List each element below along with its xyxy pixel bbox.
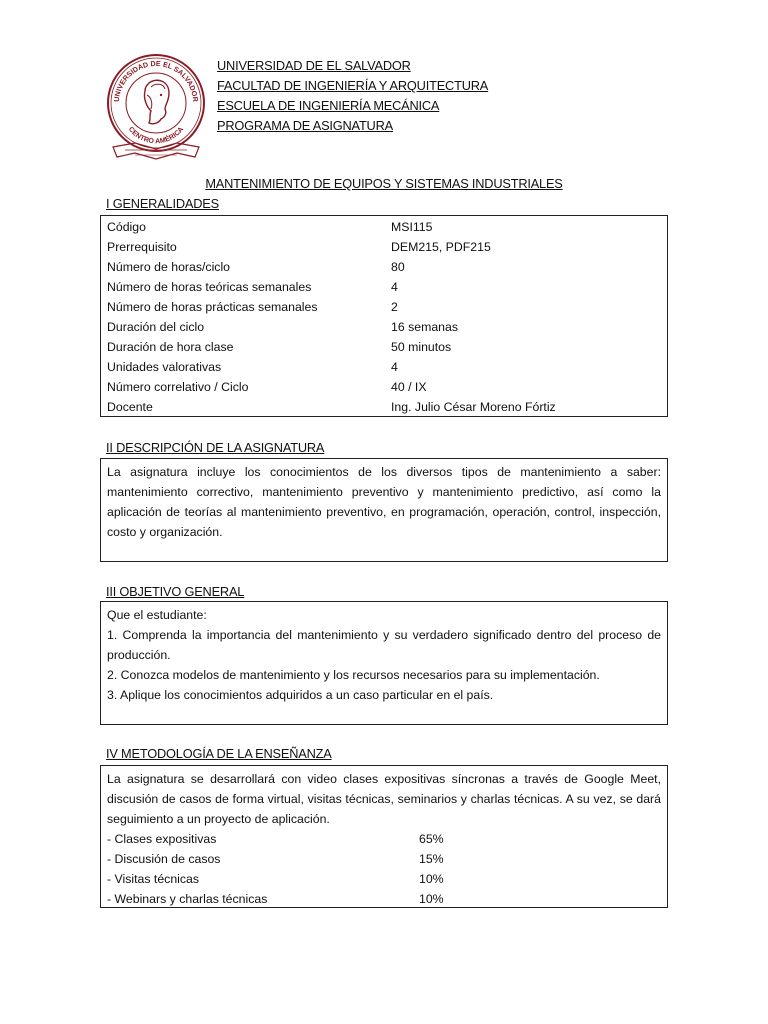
row-value: Ing. Julio César Moreno Fórtiz xyxy=(391,400,556,414)
row-value: 50 minutos xyxy=(391,340,452,354)
objetivo-line: 1. Comprenda la importancia del mantenimiento y su verdadero significado dentro del proceso de producción. xyxy=(107,628,661,662)
method-label: - Clases expositivas xyxy=(107,832,217,846)
row-key: Docente xyxy=(107,400,153,414)
row-key: Código xyxy=(107,220,146,234)
institution-header xyxy=(217,56,488,136)
university-name: UNIVERSIDAD DE EL SALVADOR xyxy=(217,58,411,73)
method-label: - Discusión de casos xyxy=(107,852,221,866)
method-percent: 10% xyxy=(419,872,444,886)
row-key: Duración de hora clase xyxy=(107,340,234,354)
generalidades-table xyxy=(100,215,668,417)
row-key: Prerrequisito xyxy=(107,240,177,254)
metodologia-text: La asignatura se desarrollará con video clases expositivas síncronas a través de Google Meet, discusión de casos de forma virtual, visitas técnicas, seminarios y charlas técnicas. A su vez, se dará seguimiento a un proyecto de aplicación. xyxy=(107,772,661,826)
row-key: Número de horas teóricas semanales xyxy=(107,280,312,294)
university-seal-logo xyxy=(105,47,207,169)
row-key: Unidades valorativas xyxy=(107,360,222,374)
row-value: 4 xyxy=(391,360,398,374)
section-heading-objetivo: III OBJETIVO GENERAL xyxy=(106,584,245,599)
row-key: Número de horas/ciclo xyxy=(107,260,231,274)
descripcion-box xyxy=(100,458,668,562)
method-label: - Webinars y charlas técnicas xyxy=(107,892,268,906)
list-item xyxy=(101,849,667,869)
section-heading-generalidades: I GENERALIDADES xyxy=(106,196,219,211)
list-item xyxy=(101,829,667,849)
descripcion-text: La asignatura incluye los conocimientos de los diversos tipos de mantenimiento a saber: mantenimiento correctivo, mantenimiento preventivo y mantenimiento predictivo, así como la aplicación de teorías al mantenimiento preventivo, en programación, operación, control, inspección, costo y organización. xyxy=(107,465,661,539)
method-percent: 15% xyxy=(419,852,444,866)
row-key: Número de horas prácticas semanales xyxy=(107,300,318,314)
list-item xyxy=(101,869,667,889)
school-name: ESCUELA DE INGENIERÍA MECÁNICA xyxy=(217,98,440,113)
method-percent: 65% xyxy=(419,832,444,846)
objetivo-line: Que el estudiante: xyxy=(107,608,207,622)
row-value: DEM215, PDF215 xyxy=(391,240,491,254)
list-item xyxy=(101,889,667,909)
program-label: PROGRAMA DE ASIGNATURA xyxy=(217,118,393,133)
objetivo-box xyxy=(100,601,668,725)
method-label: - Visitas técnicas xyxy=(107,872,200,886)
objetivo-line: 2. Conozca modelos de mantenimiento y los recursos necesarios para su implementación. xyxy=(107,668,600,682)
row-key: Número correlativo / Ciclo xyxy=(107,380,249,394)
metodologia-box xyxy=(100,765,668,908)
objetivo-text xyxy=(101,602,667,705)
faculty-name: FACULTAD DE INGENIERÍA Y ARQUITECTURA xyxy=(217,78,489,93)
row-value: 16 semanas xyxy=(391,320,458,334)
section-heading-descripcion: II DESCRIPCIÓN DE LA ASIGNATURA xyxy=(106,440,325,455)
section-heading-metodologia: IV METODOLOGÍA DE LA ENSEÑANZA xyxy=(106,746,332,761)
row-value: MSI115 xyxy=(391,220,433,234)
objetivo-line: 3. Aplique los conocimientos adquiridos a un caso particular en el país. xyxy=(107,688,494,702)
row-value: 40 / IX xyxy=(391,380,427,394)
svg-text:UNIVERSIDAD DE EL SALVADOR: UNIVERSIDAD DE EL SALVADOR xyxy=(111,58,201,103)
row-value: 80 xyxy=(391,260,405,274)
svg-text:CENTRO AMÉRICA: CENTRO AMÉRICA xyxy=(126,125,186,146)
method-percent: 10% xyxy=(419,892,444,906)
row-value: 2 xyxy=(391,300,398,314)
row-key: Duración del ciclo xyxy=(107,320,205,334)
course-title: MANTENIMIENTO DE EQUIPOS Y SISTEMAS INDUSTRIALES xyxy=(205,176,563,191)
row-value: 4 xyxy=(391,280,398,294)
